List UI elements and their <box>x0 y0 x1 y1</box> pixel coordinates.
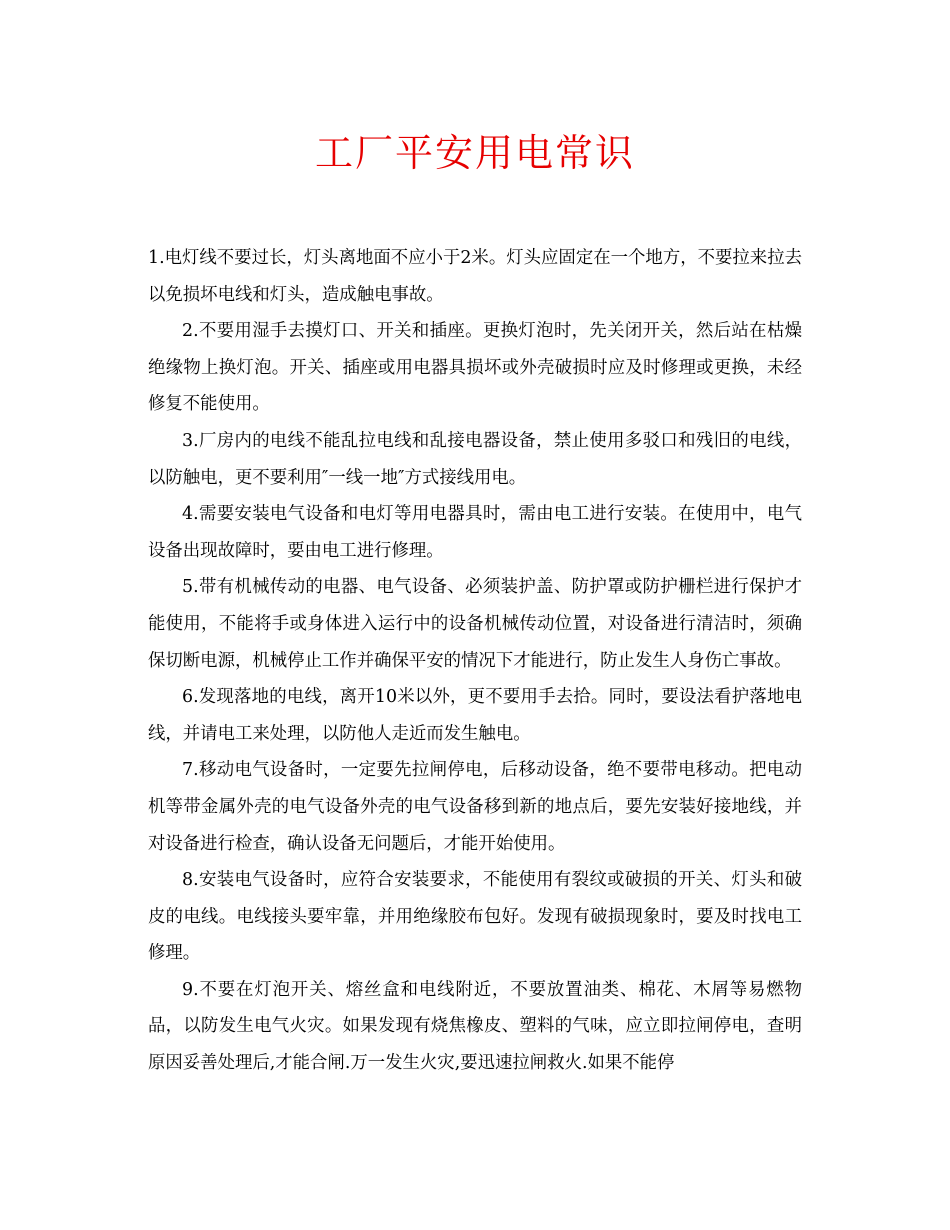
paragraph-6: 6.发现落地的电线，离开10米以外，更不要用手去拾。同时，要设法看护落地电线，并请电工来处理，以防他人走近而发生触电。 <box>148 687 802 744</box>
paragraph-9: 9.不要在灯泡开关、熔丝盒和电线附近，不要放置油类、棉花、木屑等易燃物品，以防发生电气火灾。如果发现有烧焦橡皮、塑料的气味，应立即拉闸停电，查明原因妥善处理后,才能合闸.万一发生火灾,要迅速拉闸救火.如果不能停 <box>148 979 802 1074</box>
paragraph-7: 7.移动电气设备时，一定要先拉闸停电，后移动设备，绝不要带电移动。把电动机等带金属外壳的电气设备外壳的电气设备移到新的地点后，要先安装好接地线，并对设备进行检查，确认设备无问题后，才能开始使用。 <box>148 760 802 854</box>
paragraph-1: 1.电灯线不要过长，灯头离地面不应小于2米。灯头应固定在一个地方，不要拉来拉去以免损坏电线和灯头，造成触电事故。 <box>148 248 802 305</box>
paragraph-8: 8.安装电气设备时，应符合安装要求，不能使用有裂纹或破损的开关、灯头和破皮的电线。电线接头要牢靠，并用绝缘胶布包好。发现有破损现象时，要及时找电工修理。 <box>148 870 802 964</box>
paragraph-3: 3.厂房内的电线不能乱拉电线和乱接电器设备，禁止使用多驳口和残旧的电线，以防触电，更不要利用″一线一地″方式接线用电。 <box>148 430 802 488</box>
paragraph-5: 5.带有机械传动的电器、电气设备、必须装护盖、防护罩或防护栅栏进行保护才能使用，不能将手或身体进入运行中的设备机械传动位置，对设备进行清洁时，须确保切断电源，机械停止工作并确保平安的情况下才能进行，防止发生人身伤亡事故。 <box>148 577 802 671</box>
paragraph-2: 2.不要用湿手去摸灯口、开关和插座。更换灯泡时，先关闭开关，然后站在枯燥绝缘物上换灯泡。开关、插座或用电器具损坏或外壳破损时应及时修理或更换，未经修复不能使用。 <box>148 321 802 415</box>
document-title: 工厂平安用电常识 <box>314 131 635 175</box>
paragraph-4: 4.需要安装电气设备和电灯等用电器具时，需由电工进行安装。在使用中，电气设备出现故障时，要由电工进行修理。 <box>148 504 802 561</box>
document-body <box>148 240 802 1082</box>
